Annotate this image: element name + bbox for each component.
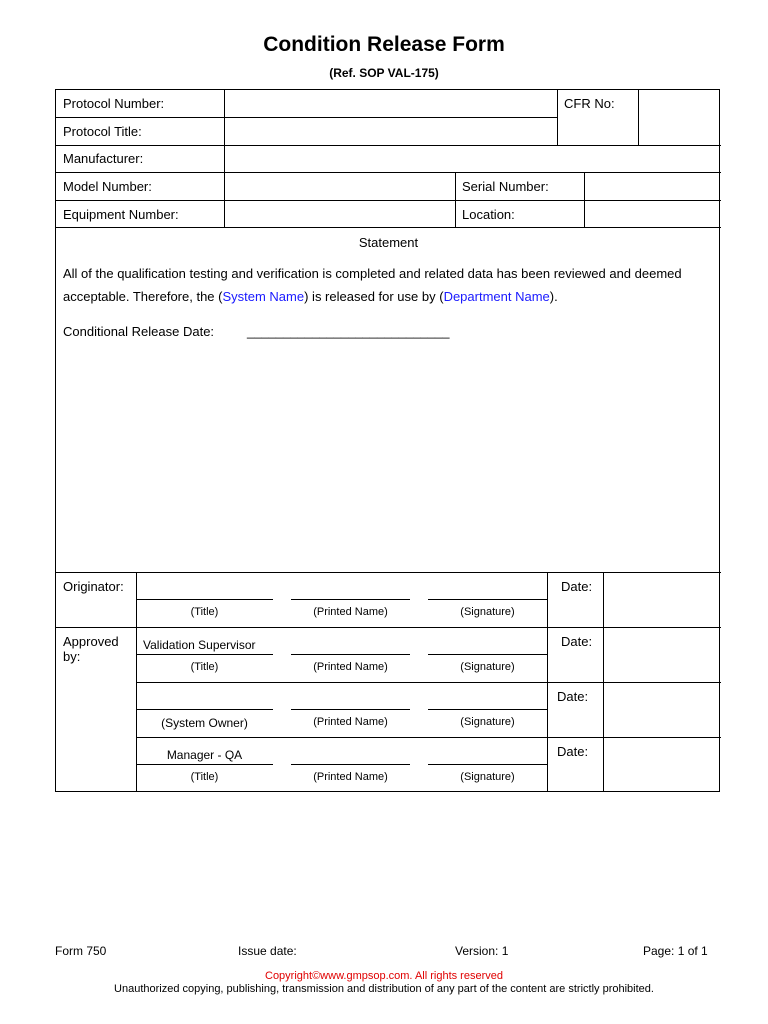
validation-supervisor-title: Validation Supervisor: [143, 638, 256, 652]
version: Version: 1: [455, 944, 509, 958]
location-label: Location:: [462, 207, 515, 222]
model-number-label: Model Number:: [63, 179, 152, 194]
title-line[interactable]: [136, 654, 273, 655]
signature-caption: (Signature): [460, 661, 515, 673]
system-name-placeholder: System Name: [222, 289, 305, 304]
signature-caption: (Signature): [460, 771, 515, 783]
signature-caption: (Signature): [460, 716, 515, 728]
page-number: Page: 1 of 1: [643, 944, 708, 958]
manufacturer-field[interactable]: [225, 146, 719, 171]
supervisor-date-field[interactable]: [604, 628, 719, 681]
col-divider: [455, 172, 456, 227]
title-caption: (Title): [190, 771, 219, 783]
col-divider: [547, 572, 548, 792]
form-reference: (Ref. SOP VAL-175): [329, 66, 439, 80]
statement-text-part: All of the qualification testing and verification is completed and related data has been reviewed and deemed acceptable. Therefore, the (: [63, 266, 682, 304]
signature-line[interactable]: [428, 764, 547, 765]
statement-text: [63, 262, 703, 308]
model-number-field[interactable]: [225, 173, 454, 199]
printed-name-caption: (Printed Name): [313, 771, 388, 783]
form-table: [55, 89, 720, 792]
protocol-title-field[interactable]: [225, 118, 556, 144]
printed-name-line[interactable]: [291, 599, 410, 600]
title-caption: (Title): [190, 606, 219, 618]
row-divider: [56, 227, 721, 228]
system-owner-title: (System Owner): [161, 716, 248, 730]
date-label: Date:: [561, 634, 593, 649]
date-label: Date:: [561, 579, 593, 594]
department-name-placeholder: Department Name: [443, 289, 550, 304]
manager-qa-date-field[interactable]: [604, 738, 719, 791]
signature-line[interactable]: [428, 599, 547, 600]
statement-text-part: ).: [549, 289, 558, 304]
title-caption: (Title): [190, 661, 219, 673]
form-number: Form 750: [55, 944, 107, 958]
approved-by-label: Approved by:: [63, 634, 119, 664]
col-divider: [557, 90, 558, 145]
signature-line[interactable]: [428, 654, 547, 655]
date-label: Date:: [557, 689, 589, 704]
title-line[interactable]: [136, 599, 273, 600]
release-date-label: Conditional Release Date:: [63, 324, 215, 339]
originator-label: Originator:: [63, 579, 124, 594]
signature-line[interactable]: [428, 709, 547, 710]
release-date-field[interactable]: ____________________________: [247, 324, 450, 339]
system-owner-date-field[interactable]: [604, 683, 719, 736]
usage-notice: Unauthorized copying, publishing, transmission and distribution of any part of the content are strictly prohibited.: [114, 983, 654, 995]
printed-name-line[interactable]: [291, 764, 410, 765]
printed-name-caption: (Printed Name): [313, 716, 388, 728]
equipment-number-label: Equipment Number:: [63, 207, 179, 222]
cfr-no-field[interactable]: [639, 91, 719, 144]
protocol-title-label: Protocol Title:: [63, 124, 142, 139]
form-title: Condition Release Form: [263, 33, 505, 56]
serial-number-field[interactable]: [585, 173, 719, 199]
statement-text-part: ) is released for use by (: [304, 289, 444, 304]
manager-qa-title: Manager - QA: [166, 748, 243, 762]
originator-date-field[interactable]: [604, 573, 719, 626]
copyright-notice: Copyright©www.gmpsop.com. All rights reserved: [265, 970, 503, 982]
manufacturer-label: Manufacturer:: [63, 151, 144, 166]
title-line[interactable]: [136, 709, 273, 710]
printed-name-line[interactable]: [291, 709, 410, 710]
printed-name-line[interactable]: [291, 654, 410, 655]
printed-name-caption: (Printed Name): [313, 661, 388, 673]
signature-caption: (Signature): [460, 606, 515, 618]
equipment-number-field[interactable]: [225, 201, 454, 226]
issue-date: Issue date:: [238, 944, 297, 958]
protocol-number-label: Protocol Number:: [63, 96, 165, 111]
printed-name-caption: (Printed Name): [313, 606, 388, 618]
title-line[interactable]: [136, 764, 273, 765]
cfr-no-label: CFR No:: [564, 96, 615, 111]
serial-number-label: Serial Number:: [462, 179, 549, 194]
protocol-number-field[interactable]: [225, 91, 556, 116]
statement-heading: Statement: [358, 235, 419, 250]
date-label: Date:: [557, 744, 589, 759]
location-field[interactable]: [585, 201, 719, 226]
